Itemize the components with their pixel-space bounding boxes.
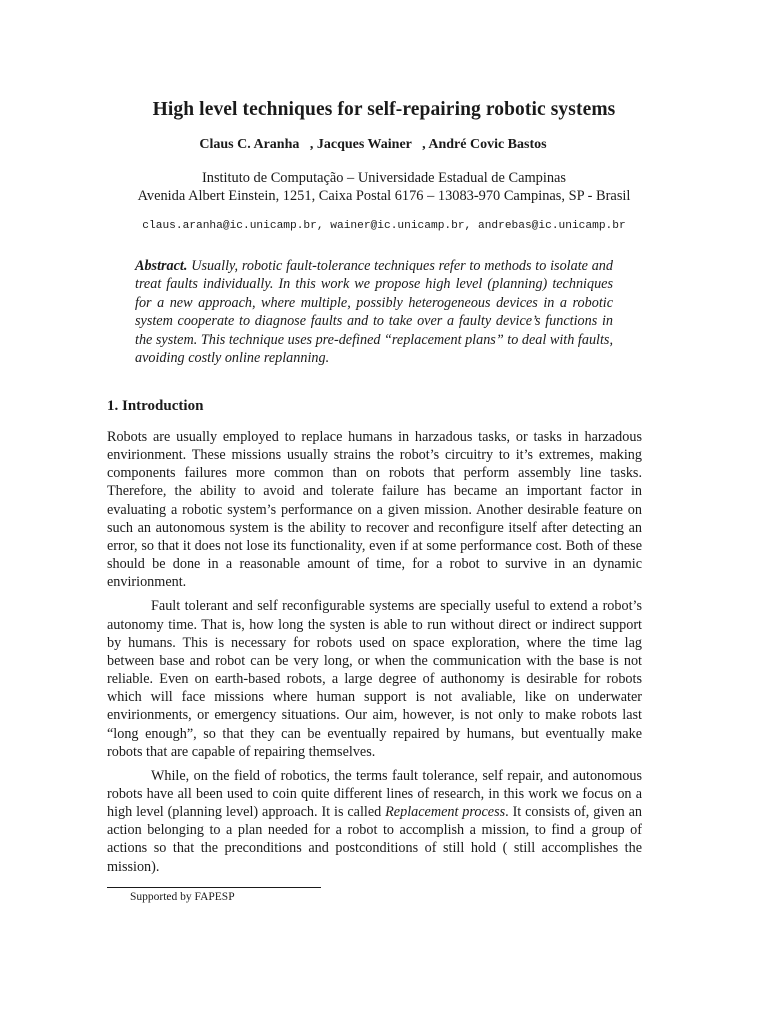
paragraph-3-part-b: . It consists of, given an action belonging to a plan needed for a robot to accomplish a mission, to find a group of actions so that the preconditions and postconditions of still hold ( still accomplishes the mission).: [107, 804, 643, 875]
footnote: Supported by FAPESP: [130, 891, 235, 903]
paragraph-1: Robots are usually employed to replace humans in harzadous tasks, or tasks in harzadous envirionment. These missions usually strains the robot’s circuitry to it’s extremes, making components failures more common than on robots that perform assembly line tasks. Therefore, the ability to avoid and tolerate failure has became an important factor in evaluating a robotic system’s performance on a given mission. Another desirable feature on such an autonomous system is the ability to recover and reconfigure itself after detecting an error, so that it does not lose its functionality, even if at some performance cost. Both of these should be done in a reasonable amount of time, for a robot to survive in an dynamic envirionment.: [107, 429, 642, 591]
paper-authors: Claus C. Aranha , Jacques Wainer , André Covic Bastos: [199, 137, 547, 152]
section-heading-introduction: 1. Introduction: [107, 398, 204, 414]
affiliation-address: Avenida Albert Einstein, 1251, Caixa Postal 6176 – 13083-970 Campinas, SP - Brasil: [137, 188, 631, 204]
abstract: [135, 257, 613, 367]
footnote-rule: [107, 887, 321, 888]
abstract-label: Abstract.: [135, 258, 188, 274]
paragraph-2: Fault tolerant and self reconfigurable systems are specially useful to extend a robot’s autonomy time. That is, how long the systen is able to run without direct or indirect support by humans. This is necessary for robots used on space exploration, where the time lag between base and robot can be very long, or when the communication with the base is not reliable. Even on earth-based robots, a large degree of authonomy is desirable for robots which will face missions where human support is not avaliable, like on underwater envirionments, or emergency situations. Our aim, however, is not only to make robots last “long enough”, so that they can be eventually repaired by humans, but eventually make robots that are capable of repairing themselves.: [107, 598, 642, 760]
paragraph-3: [107, 767, 642, 876]
abstract-text: Usually, robotic fault-tolerance techniques refer to methods to isolate and treat faults individually. In this work we propose high level (planning) techniques for a new approach, where multiple, possibly heterogeneous devices in a robotic system cooperate to diagnose faults and to take over a faulty device’s functions in the system. This technique uses pre-defined “replacement plans” to deal with faults, avoiding costly online replanning.: [135, 258, 613, 367]
paragraph-3-part-a: While, on the field of robotics, the terms fault tolerance, self repair, and autonomous robots have all been used to coin quite different lines of research, in this work we focus on a high level (planning level) approach. It is called: [107, 767, 642, 821]
affiliation-institute: Instituto de Computação – Universidade Estadual de Campinas: [201, 170, 567, 186]
author-emails: claus.aranha@ic.unicamp.br, wainer@ic.unicamp.br, andrebas@ic.unicamp.br: [142, 220, 626, 232]
introduction-body: [107, 428, 642, 882]
paper-title: High level techniques for self-repairing robotic systems: [152, 99, 616, 120]
replacement-process-term: Replacement process: [385, 804, 506, 821]
